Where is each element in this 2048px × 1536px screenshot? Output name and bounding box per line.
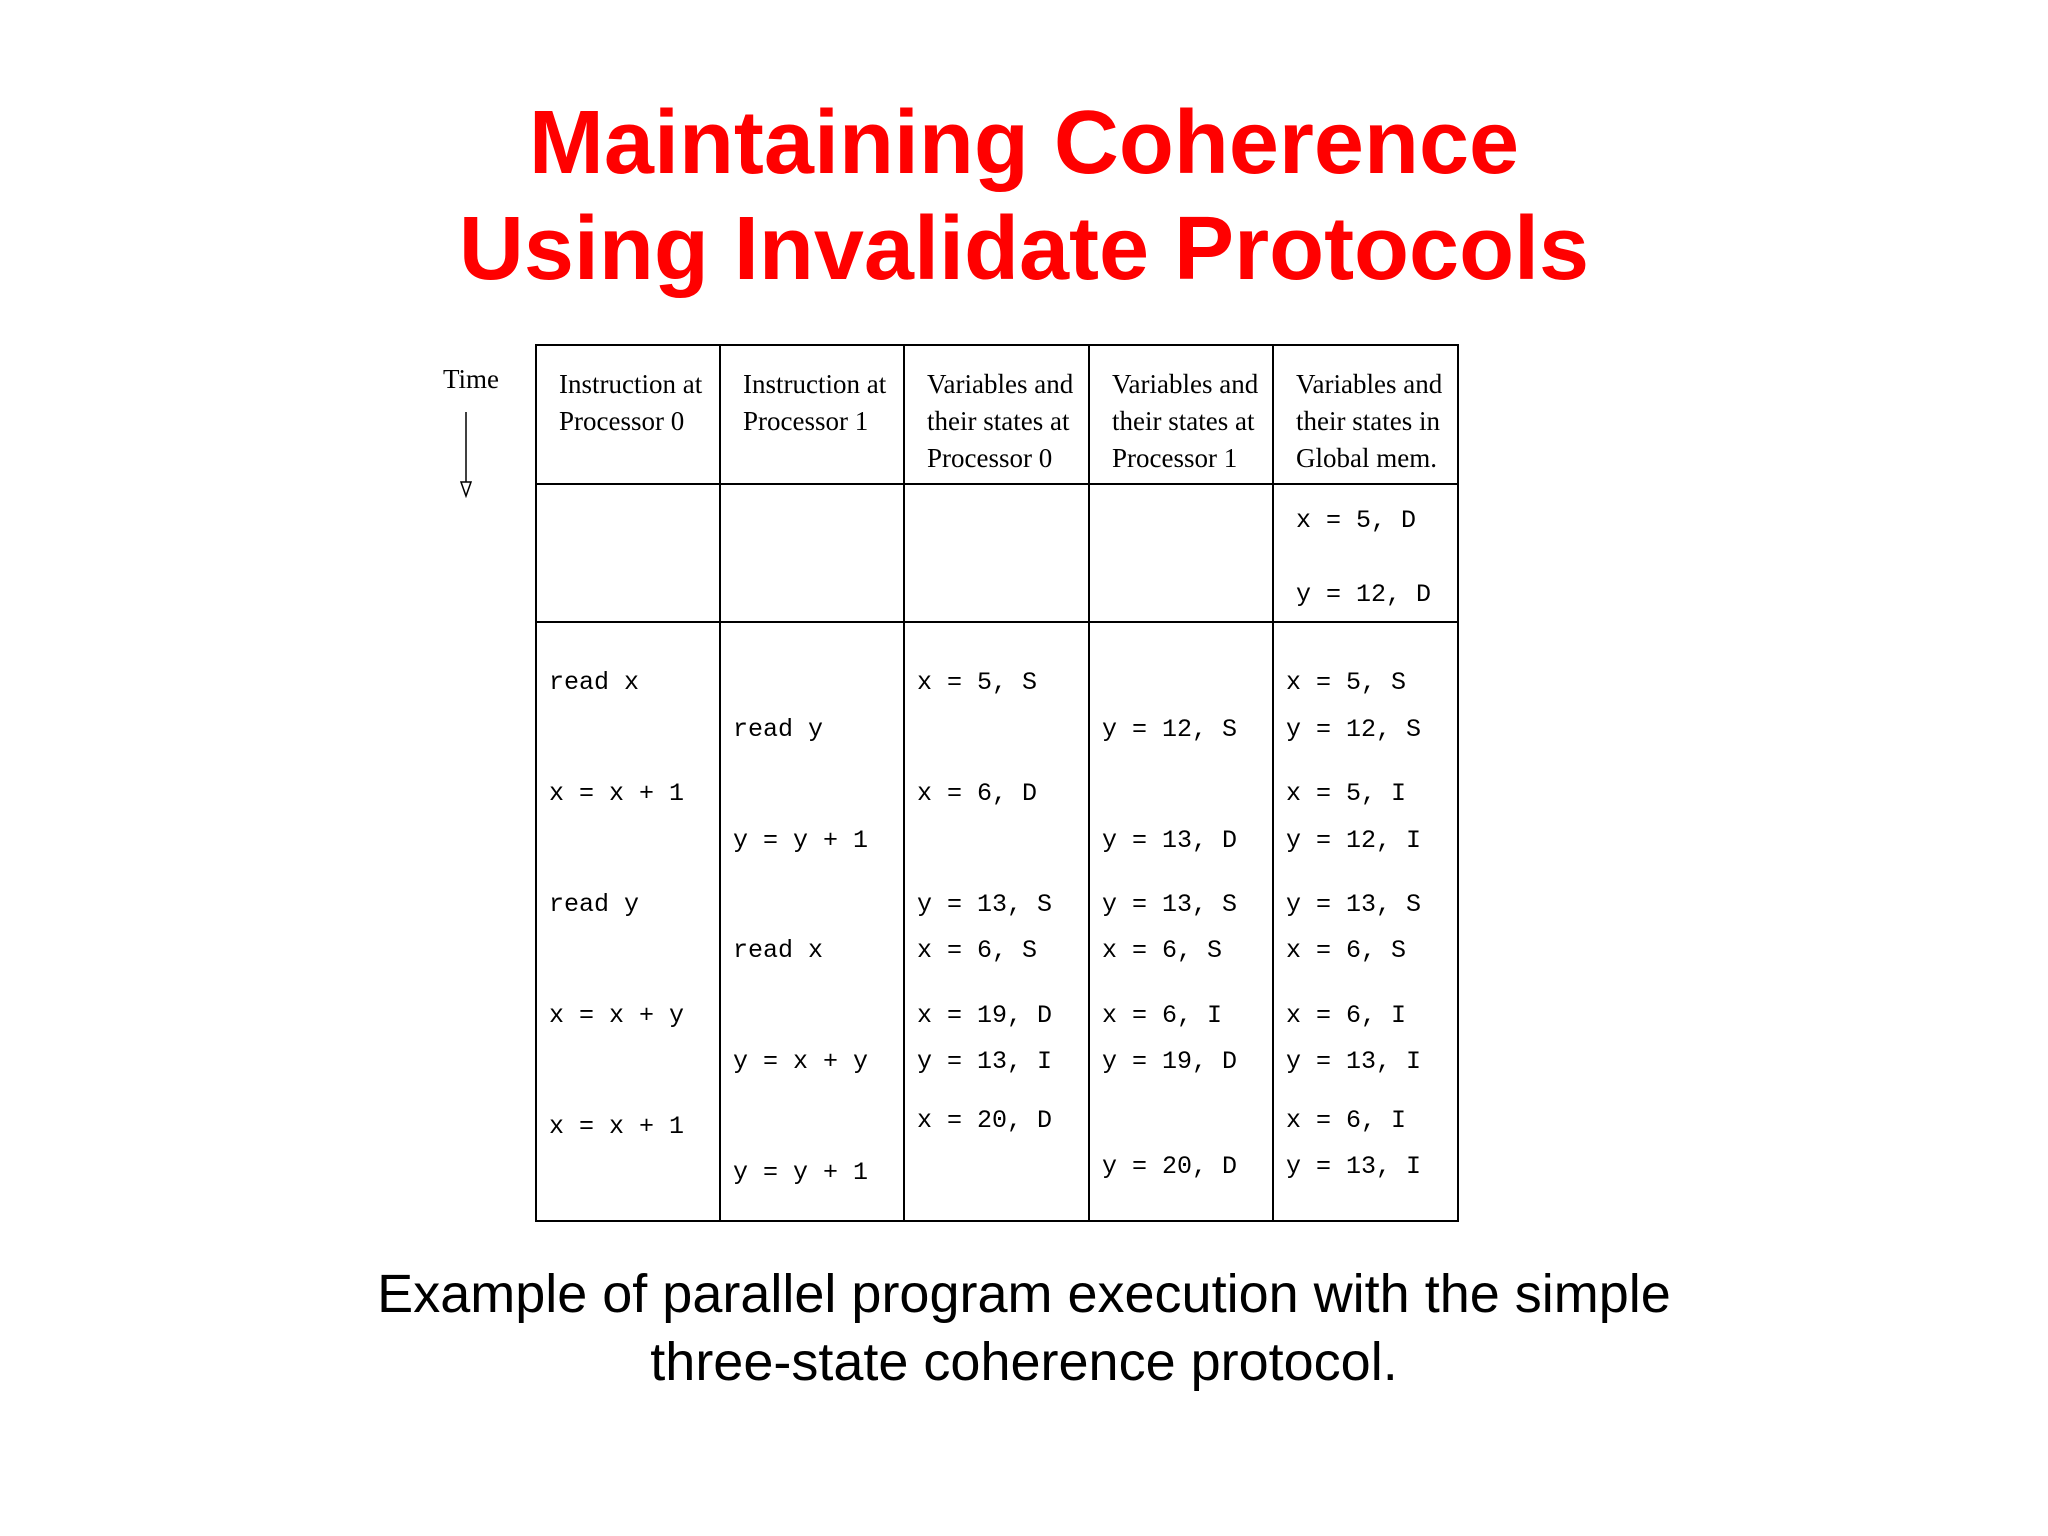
header-text: Global mem. [1296, 443, 1437, 473]
p0-variable-state: y = 13, S [917, 890, 1053, 919]
header-text: Instruction at [743, 369, 887, 399]
slide-caption [0, 1260, 2048, 1396]
time-arrow-icon [456, 412, 476, 498]
p1-variable-state: y = 12, S [1102, 715, 1238, 744]
header-text: Variables and [927, 369, 1074, 399]
p1-variable-state: x = 6, I [1102, 1001, 1223, 1030]
header-p0-instruction [559, 366, 702, 440]
p1-variable-state: y = 13, D [1102, 826, 1238, 855]
p1-instruction: y = y + 1 [733, 826, 869, 855]
p1-variable-state: y = 19, D [1102, 1047, 1238, 1076]
header-p1-variables [1112, 366, 1258, 477]
header-text: Variables and [1296, 369, 1443, 399]
header-p1-instruction [743, 366, 886, 440]
header-p0-variables [927, 366, 1073, 477]
header-text: Processor 1 [1112, 443, 1238, 473]
p0-variable-state: x = 20, D [917, 1106, 1053, 1135]
p0-instruction: x = x + 1 [549, 1112, 685, 1141]
column-divider [1272, 346, 1274, 1220]
p0-variable-state: x = 19, D [917, 1001, 1053, 1030]
mem-variable-state: x = 5, S [1286, 668, 1407, 697]
mem-variable-state: x = 6, I [1286, 1106, 1407, 1135]
mem-variable-state: y = 12, I [1286, 826, 1422, 855]
p1-instruction: y = y + 1 [733, 1158, 869, 1187]
column-divider [903, 346, 905, 1220]
p0-instruction: x = x + y [549, 1001, 685, 1030]
header-text: Variables and [1112, 369, 1259, 399]
p1-variable-state: x = 6, S [1102, 936, 1223, 965]
p1-variable-state: y = 13, S [1102, 890, 1238, 919]
p0-instruction: read y [549, 890, 640, 919]
header-text: their states at [927, 406, 1070, 436]
p0-instruction: read x [549, 668, 640, 697]
mem-variable-state: y = 13, I [1286, 1152, 1422, 1181]
column-divider [1088, 346, 1090, 1220]
time-label: Time [443, 364, 500, 394]
p1-instruction: y = x + y [733, 1047, 869, 1076]
p0-variable-state: y = 13, I [917, 1047, 1053, 1076]
header-text: Processor 0 [559, 406, 685, 436]
caption-line-1: Example of parallel program execution with the simple [377, 1264, 1671, 1324]
title-line-1: Maintaining Coherence [528, 93, 1520, 193]
header-text: Processor 1 [743, 406, 869, 436]
mem-variable-state: y = 12, S [1286, 715, 1422, 744]
slide-title [0, 90, 2048, 302]
mem-variable-state: x = 5, I [1286, 779, 1407, 808]
column-divider [719, 346, 721, 1220]
title-line-2: Using Invalidate Protocols [458, 199, 1590, 299]
caption-line-2: three-state coherence protocol. [650, 1332, 1398, 1392]
header-text: their states in [1296, 406, 1440, 436]
initial-mem-y: y = 12, D [1296, 580, 1432, 609]
row-divider [537, 483, 1457, 485]
row-divider [537, 621, 1457, 623]
p1-instruction: read y [733, 715, 824, 744]
mem-variable-state: y = 13, S [1286, 890, 1422, 919]
mem-variable-state: y = 13, I [1286, 1047, 1422, 1076]
mem-variable-state: x = 6, S [1286, 936, 1407, 965]
p1-instruction: read x [733, 936, 824, 965]
p0-variable-state: x = 6, D [917, 779, 1038, 808]
header-text: their states at [1112, 406, 1255, 436]
p1-variable-state: y = 20, D [1102, 1152, 1238, 1181]
p0-variable-state: x = 6, S [917, 936, 1038, 965]
header-global-memory [1296, 366, 1442, 477]
p0-variable-state: x = 5, S [917, 668, 1038, 697]
header-text: Processor 0 [927, 443, 1053, 473]
initial-mem-x: x = 5, D [1296, 506, 1417, 535]
mem-variable-state: x = 6, I [1286, 1001, 1407, 1030]
header-text: Instruction at [559, 369, 703, 399]
coherence-table [535, 344, 1459, 1222]
p0-instruction: x = x + 1 [549, 779, 685, 808]
